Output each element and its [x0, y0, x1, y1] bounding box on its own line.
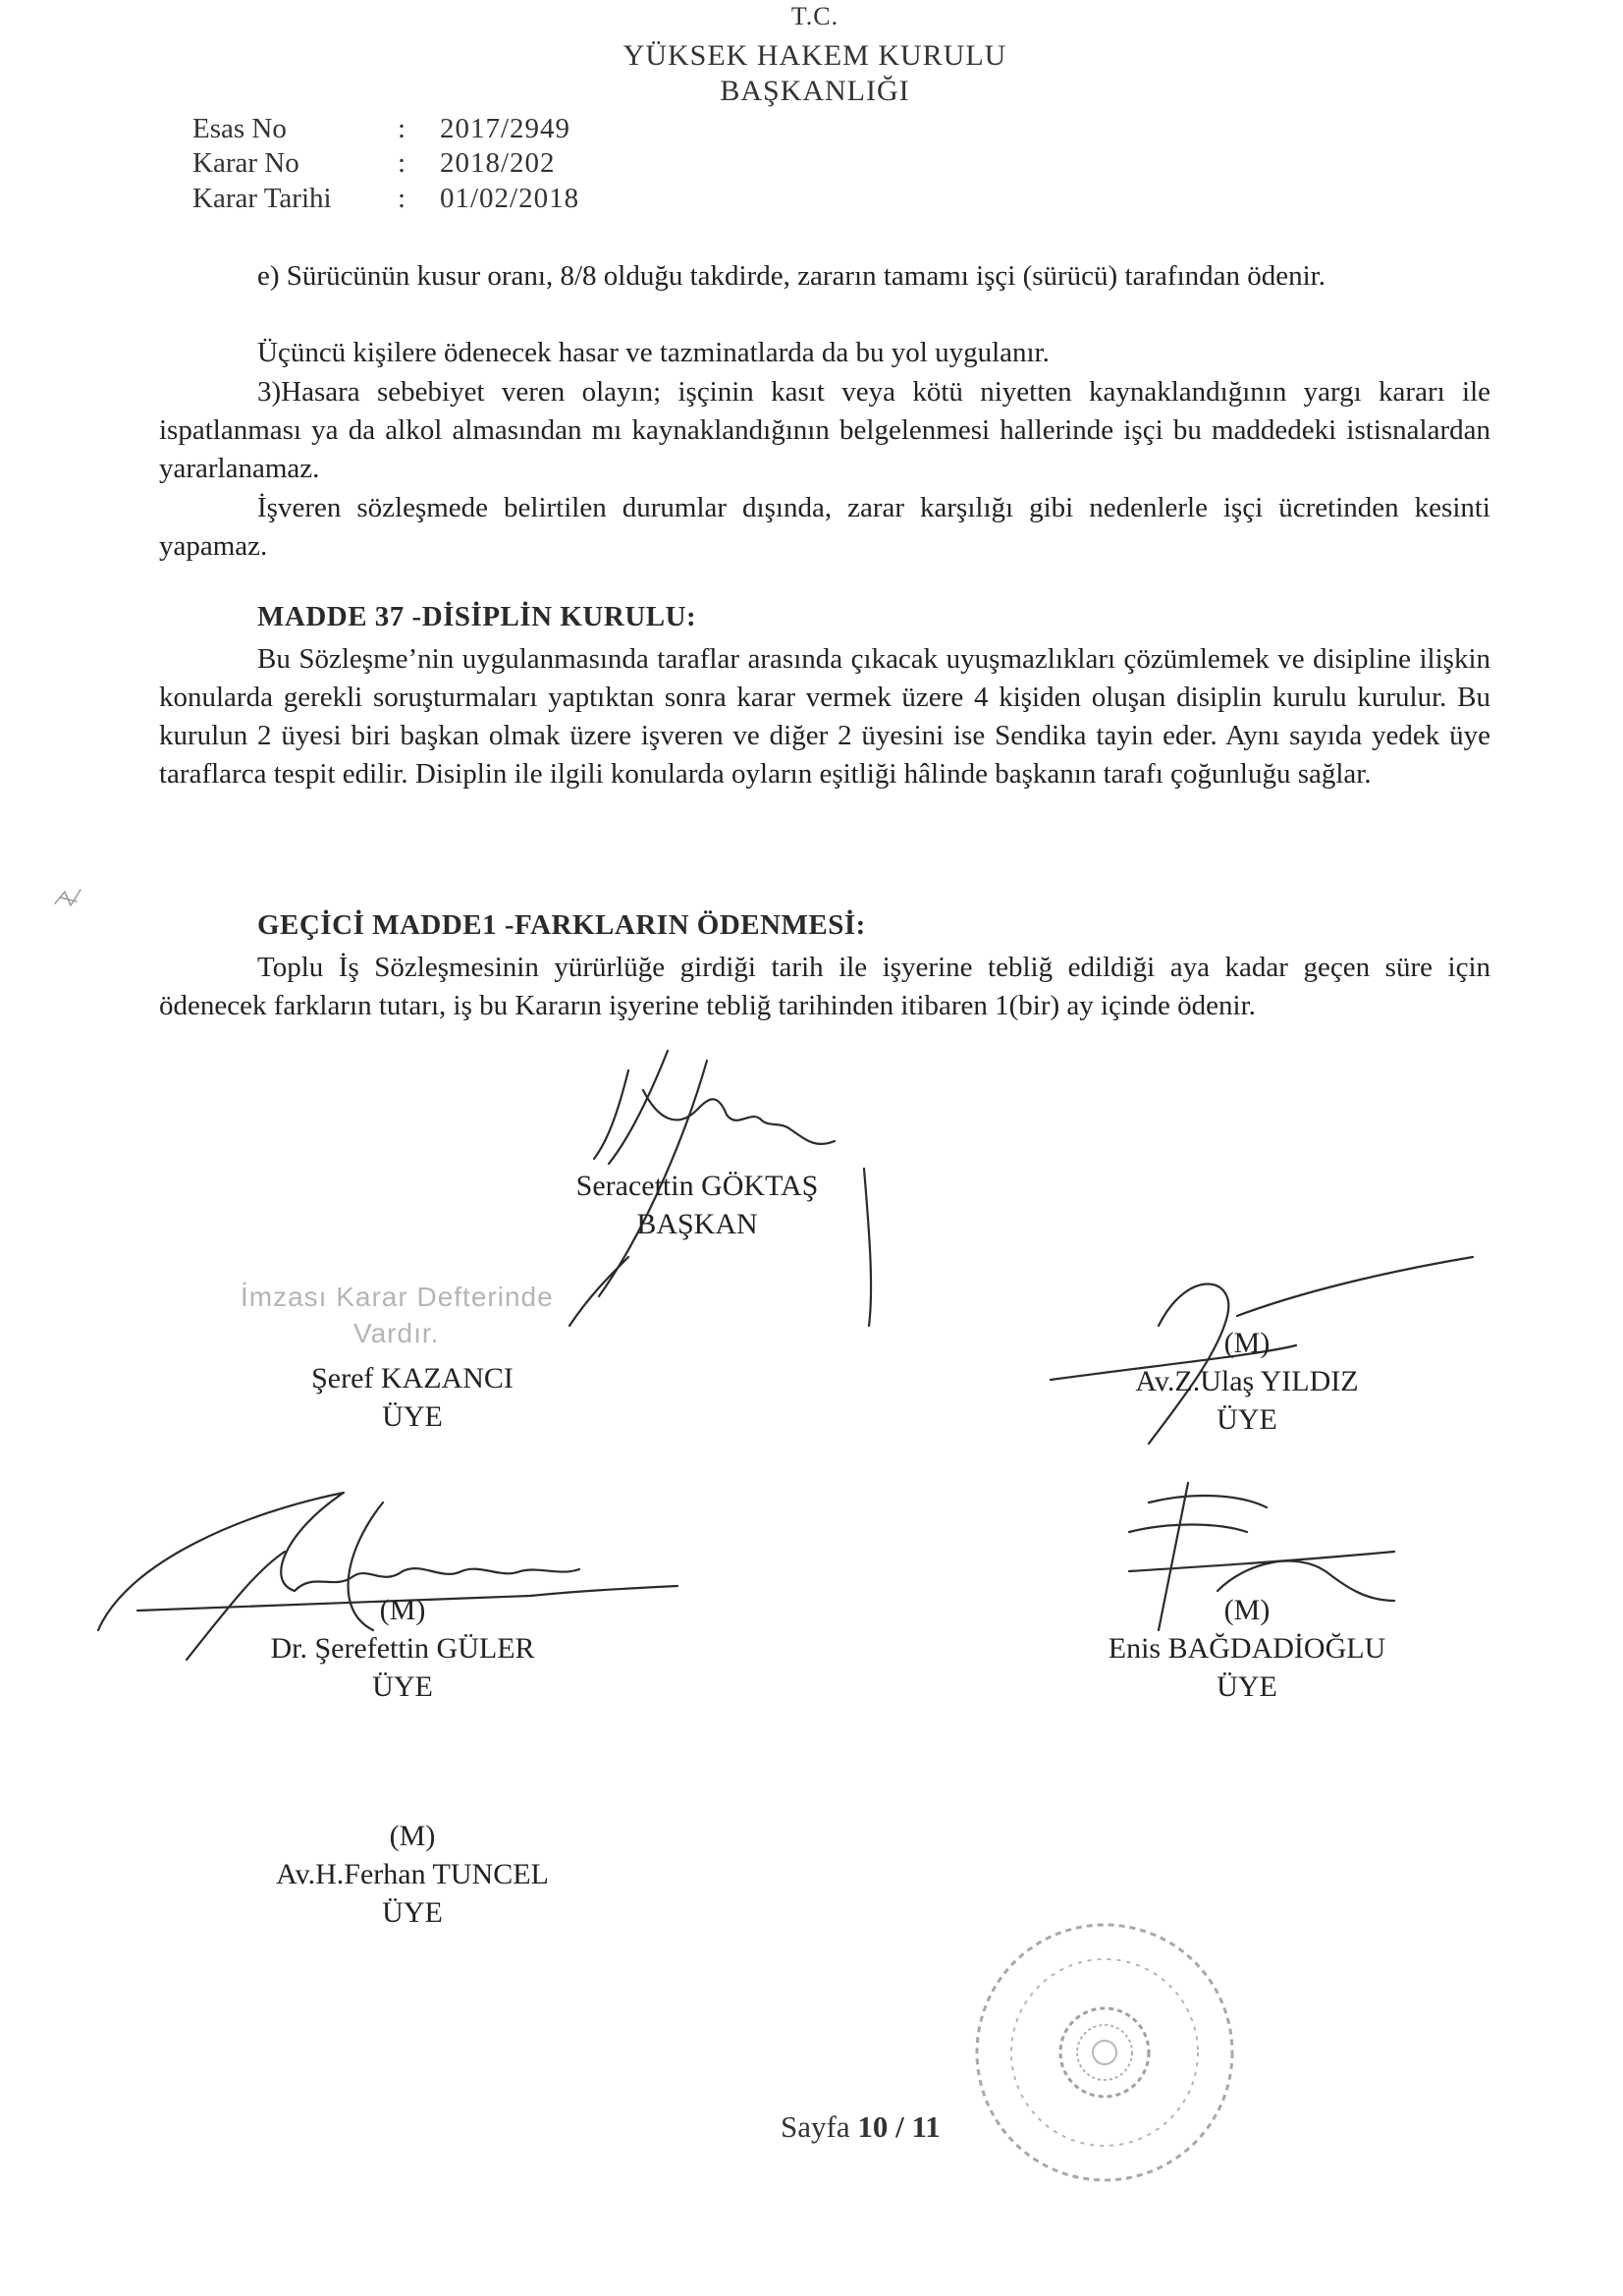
member-name: Enis BAĞDADİOĞLU	[1108, 1632, 1386, 1665]
paragraph-third-parties: Üçüncü kişilere ödenecek hasar ve tazminatlarda da bu yol uygulanır.	[257, 337, 1050, 368]
member-name: Av.Z.Ulaş YILDIZ	[1135, 1365, 1359, 1397]
chair-title: BAŞKAN	[636, 1208, 758, 1240]
header-top: T.C.	[790, 2, 839, 30]
meta-colon: :	[398, 113, 406, 144]
meta-row-karar	[0, 147, 687, 180]
member-mark: (M)	[379, 1594, 426, 1626]
member-title: ÜYE	[382, 1400, 443, 1433]
meta-row-tarih	[0, 183, 687, 215]
meta-colon: :	[398, 183, 406, 214]
meta-key: Karar No	[192, 147, 299, 179]
heading-madde-37: MADDE 37 -DİSİPLİN KURULU:	[257, 601, 697, 632]
member-mark: (M)	[389, 1820, 436, 1852]
page-number: 10 / 11	[857, 2109, 941, 2144]
case-meta	[0, 113, 687, 221]
heading-gecici-madde: GEÇİCİ MADDE1 -FARKLARIN ÖDENMESİ:	[257, 909, 866, 941]
member-mark: (M)	[1223, 1327, 1271, 1359]
official-seal-icon	[962, 1910, 1247, 2195]
header-subtitle: BAŞKANLIĞI	[720, 75, 910, 107]
registry-stamp-line1: İmzası Karar Defterinde	[241, 1282, 554, 1312]
registry-stamp-line2: Vardır.	[353, 1318, 440, 1348]
meta-value: 01/02/2018	[440, 183, 580, 214]
meta-key: Esas No	[192, 113, 287, 144]
meta-value: 2017/2949	[440, 113, 571, 144]
member-title: ÜYE	[1217, 1670, 1277, 1703]
member-title: ÜYE	[372, 1670, 433, 1703]
meta-key: Karar Tarihi	[192, 183, 332, 214]
member-guler	[216, 1591, 589, 1706]
meta-colon: :	[398, 147, 406, 179]
header-title: YÜKSEK HAKEM KURULU	[622, 39, 1007, 72]
member-title: ÜYE	[1217, 1403, 1277, 1436]
paragraph-3: 3)Hasara sebebiyet veren olayın; işçinin kasıt veya kötü niyetten kaynaklandığının yargı kararı ile ispatlanması ya da alkol almasından mı kaynaklandığının belgelenmesi hallerinde işçi bu maddedeki istisnalardan yararlanamaz.	[159, 376, 1490, 484]
member-name: Av.H.Ferhan TUNCEL	[276, 1858, 549, 1890]
page-footer	[781, 2109, 941, 2145]
member-mark: (M)	[1223, 1594, 1271, 1626]
member-kazanci	[255, 1359, 569, 1436]
member-yildiz	[1090, 1324, 1404, 1439]
paragraph-deduction: İşveren sözleşmede belirtilen durumlar dışında, zarar karşılığı gibi nedenlerle işçi ücretinden kesinti yapamaz.	[159, 492, 1490, 562]
member-title: ÜYE	[382, 1896, 443, 1929]
chair-name: Seracettin GÖKTAŞ	[575, 1170, 819, 1202]
member-name: Şeref KAZANCI	[311, 1362, 514, 1394]
member-name: Dr. Şerefettin GÜLER	[270, 1632, 535, 1665]
chair-block	[540, 1167, 854, 1243]
member-bagdadioglu	[1080, 1591, 1414, 1706]
paragraph-discipline: Bu Sözleşme’nin uygulanmasında taraflar arasında çıkacak uyuşmazlıkları çözümlemek ve disipline ilişkin konularda gerekli soruşturmaları yaptıktan sonra karar vermek üzere 4 kişiden oluşan disiplin kurulu kurulur. Bu kurulun 2 üyesi biri başkan olmak üzere işveren ve diğer 2 üyesini ise Sendika tayin eder. Aynı sayıda yedek üye taraflarca tespit edilir. Disiplin ile ilgili konularda oyların eşitliği hâlinde başkanın tarafı çoğunluğu sağlar.	[159, 643, 1490, 790]
margin-scribble-icon	[51, 884, 90, 913]
meta-value: 2018/202	[440, 147, 556, 179]
page-label: Sayfa	[781, 2109, 850, 2144]
paragraph-differences: Toplu İş Sözleşmesinin yürürlüğe girdiği tarih ile işyerine tebliğ edildiği aya kadar geçen süre için ödenecek farkların tutarı, iş bu Kararın işyerine tebliğ tarihinden itibaren 1(bir) ay içinde ödenir.	[159, 952, 1490, 1021]
member-tuncel	[226, 1817, 599, 1932]
meta-row-esas	[0, 113, 687, 145]
paragraph-e: e) Sürücünün kusur oranı, 8/8 olduğu takdirde, zararın tamamı işçi (sürücü) tarafından ödenir.	[257, 260, 1325, 292]
